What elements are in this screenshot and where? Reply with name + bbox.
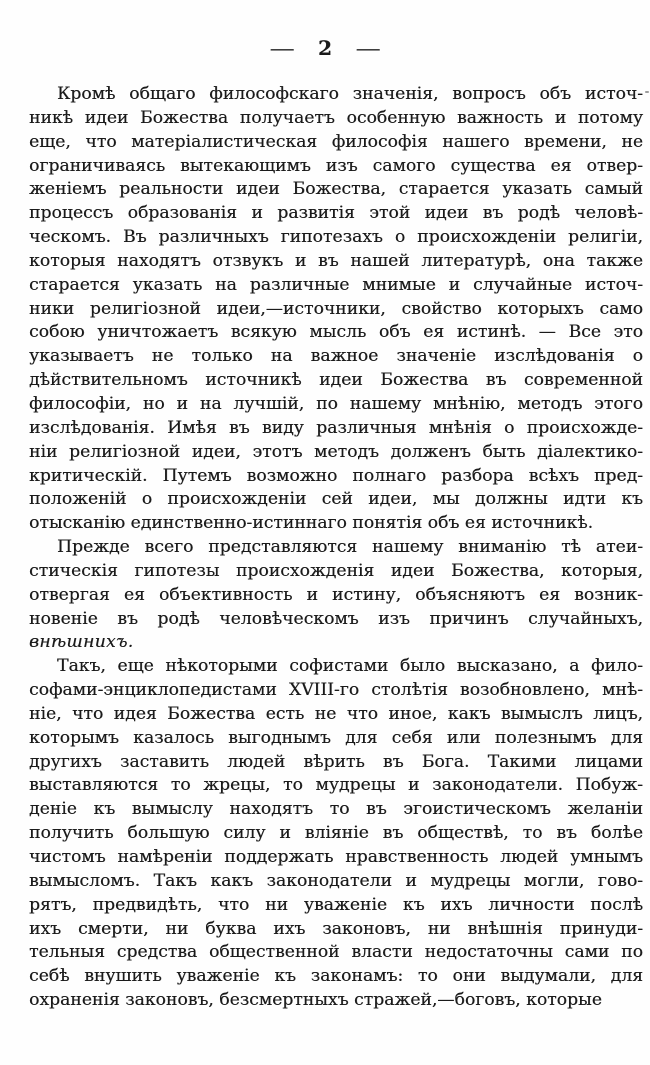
text-line: ніи религіозной идеи, этотъ методъ долженъ быть діалектико-	[29, 441, 643, 462]
text-line: вымысломъ. Такъ какъ законодатели и мудрецы могли, гово-	[29, 870, 643, 891]
text-line: Прежде всего представляются нашему вниманію тѣ атеи-	[57, 537, 643, 558]
text-line: рятъ, предвидѣть, что ни уваженіе къ ихъ личности послѣ	[29, 894, 643, 915]
text-line: никѣ идеи Божества получаетъ особенную важность и потому	[29, 107, 643, 128]
text-line: женіемъ реальности идеи Божества, старается указать самый	[29, 179, 643, 200]
page-number: 2	[318, 36, 332, 60]
text-block	[29, 83, 643, 1013]
text-line: которымъ казалось выгоднымъ для себя или полезнымъ для	[29, 727, 643, 748]
text-line: Такъ, еще нѣкоторыми софистами было высказано, а фило-	[57, 656, 643, 677]
paragraph	[29, 83, 643, 536]
text-line: охраненія законовъ, безсмертныхъ стражей,—боговъ, которые	[29, 990, 602, 1011]
text-line: старается указать на различные мнимые и случайные источ-	[29, 274, 643, 295]
text-line: Кромѣ общаго философскаго значенія, вопросъ объ источ-	[57, 84, 643, 104]
text-line: софами-энциклопедистами XVIII-го столѣтія возобновлено, мнѣ-	[29, 680, 643, 701]
text-line: ихъ смерти, ни буква ихъ законовъ, ни внѣшнія принуди-	[29, 918, 643, 939]
text-line: тельныя средства общественной власти недостаточны сами по	[29, 942, 643, 963]
text-line: дѣйствительномъ источникѣ идеи Божества въ современной	[29, 370, 643, 391]
text-line: другихъ заставить людей вѣрить въ Бога. Такими лицами	[29, 751, 643, 772]
text-line: отысканію единственно-истиннаго понятія объ ея источникѣ.	[29, 513, 594, 534]
text-line: получить большую силу и вліяніе въ обществѣ, то въ болѣе	[29, 823, 643, 844]
text-line: положеній о происхожденіи сей идеи, мы должны идти къ	[29, 489, 643, 510]
text-line: еще, что матеріалистическая философія нашего времени, не	[29, 131, 643, 152]
text-line: ніе, что идея Божества есть не что иное, какъ вымыслъ лицъ,	[29, 703, 643, 724]
text-line: отвергая ея объективность и истину, объясняютъ ея возник-	[29, 584, 643, 605]
page-header	[0, 36, 650, 60]
text-line: изслѣдованія. Имѣя въ виду различныя мнѣнія о происхожде-	[29, 417, 643, 438]
text-line: выставляются то жрецы, то мудрецы и законодатели. Побуж-	[29, 775, 643, 796]
text-line: собою уничтожаетъ всякую мысль объ ея истинѣ. — Все это	[29, 322, 643, 343]
text-line: критическій. Путемъ возможно полнаго разбора всѣхъ пред-	[29, 465, 643, 486]
text-line: ограничиваясь вытекающимъ изъ самого существа ея отвер-	[29, 155, 643, 176]
header-dash-left: —	[269, 36, 295, 60]
text-line: внѣшнихъ.	[29, 632, 134, 653]
scan-speck	[645, 91, 649, 93]
text-line: процессъ образованія и развитія этой идеи въ родѣ человѣ-	[29, 203, 643, 224]
text-line: указываетъ не только на важное значеніе изслѣдованія о	[29, 346, 643, 367]
paragraph	[29, 536, 643, 655]
text-line: которыя находятъ отзвукъ и въ нашей литературѣ, она также	[29, 250, 643, 271]
text-line: ники религіозной идеи,—источники, свойство которыхъ само	[29, 298, 643, 319]
text-line: чистомъ намѣреніи поддержать нравственность людей умнымъ	[29, 847, 643, 867]
text-line: философіи, но и на лучшій, по нашему мнѣнію, методъ этого	[29, 393, 643, 414]
header-dash-right: —	[355, 36, 381, 60]
text-line: ческомъ. Въ различныхъ гипотезахъ о происхожденіи религіи,	[29, 227, 643, 248]
text-line: новеніе въ родѣ человѣческомъ изъ причинъ случайныхъ,	[29, 608, 643, 629]
text-line: деніе къ вымыслу находятъ то въ эгоистическомъ желаніи	[29, 799, 643, 820]
text-line: себѣ внушить уваженіе къ законамъ: то они выдумали, для	[29, 966, 643, 987]
text-line: стическія гипотезы происхожденія идеи Божества, которыя,	[29, 560, 643, 581]
paragraph	[29, 655, 643, 1013]
